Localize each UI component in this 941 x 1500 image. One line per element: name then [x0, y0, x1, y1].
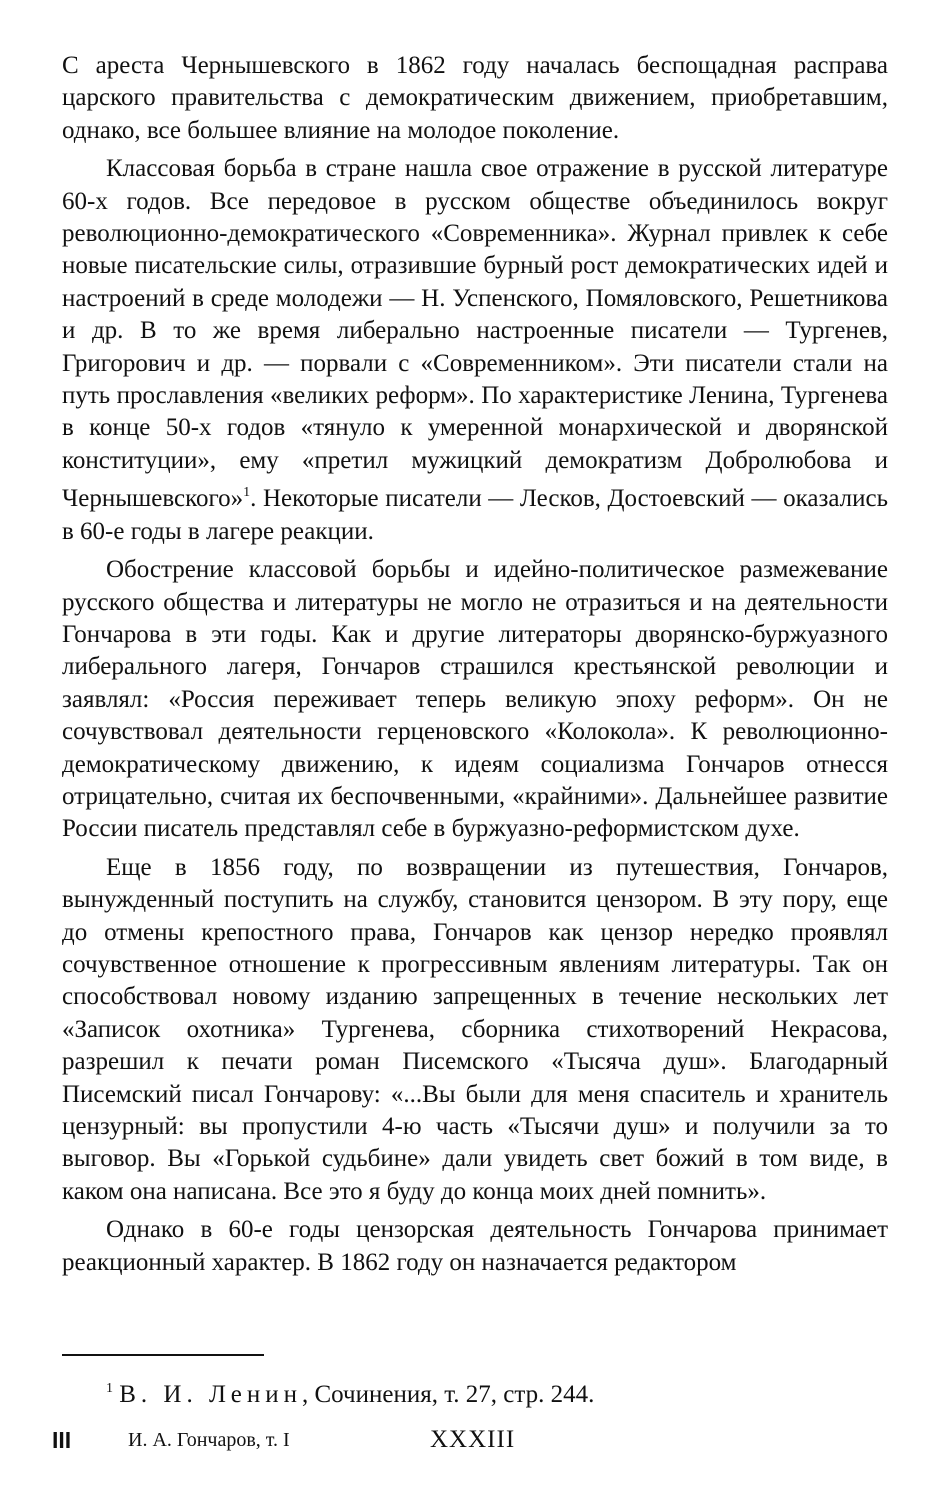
- paragraph-2: [62, 153, 888, 548]
- footnote-author: В. И. Ленин: [119, 1381, 302, 1408]
- footnote-divider: [62, 1354, 264, 1356]
- footnote-source: , Сочинения, т. 27, стр. 244.: [302, 1381, 595, 1408]
- footnote-marker: 1: [106, 1381, 113, 1396]
- page-body: [62, 50, 888, 1279]
- paragraph-4: Еще в 1856 году, по возвращении из путешествия, Гончаров, вынужденный поступить на службу, становится цензором. В эту пору, еще до отмены крепостного права, Гончаров как цензор нередко проявлял сочувственное отношение к прогрессивным явлениям литературы. Так он способствовал новому изданию запрещенных в течение нескольких лет «Записок охотника» Тургенева, сборника стихотворений Некрасова, разрешил к печати роман Писемского «Тысяча душ». Благодарный Писемский писал Гончарову: «...Вы были для меня спаситель и хранитель цензурный: вы пропустили 4-ю часть «Тысячи душ» и получили за то выговор. Вы «Горькой судьбине» дали увидеть свет божий в том виде, в каком она написана. Все это я буду до конца моих дней помнить».: [62, 853, 888, 1205]
- signature-text: И. А. Гончаров, т. I: [128, 1429, 290, 1451]
- footnote-ref: 1: [243, 485, 251, 501]
- paragraph-2-text: Классовая борьба в стране нашла свое отражение в русской литературе 60-х годов. Все передовое в русском обществе объединилось вокруг революционно-демократического «Современника». Журнал привлек к себе новые писательские силы, отразившие бурный рост демократических идей и настроений в среде молодежи — Н. Успенского, Помяловского, Решетникова и др. В то же время либерально настроенные писатели — Тургенев, Григорович и др. — порвали с «Современником». Эти писатели стали на путь прославления «великих реформ». По характеристике Ленина, Тургенева в конце 50-х годов «тянуло к умеренной монархической и дворянской конституции», ему «претил мужицкий демократизм Добролюбова и Чернышевского»: [62, 155, 888, 513]
- paragraph-1: С ареста Чернышевского в 1862 году началась беспощадная расправа царского правительства с демократическим движением, приобретавшим, однако, все большее влияние на молодое поколение.: [62, 52, 888, 144]
- sheet-number: XXXIII: [430, 1426, 516, 1453]
- signature-mark: III: [52, 1427, 72, 1453]
- footnote: [106, 1374, 594, 1410]
- paragraph-2-tail: . Некоторые писатели — Лесков, Достоевский — оказались в 60-е годы в лагере реакции.: [62, 485, 888, 545]
- paragraph-5: Однако в 60-е годы цензорская деятельность Гончарова принимает реакционный характер. В 1862 году он назначается редактором: [62, 1216, 888, 1276]
- paragraph-3: Обострение классовой борьбы и идейно-политическое размежевание русского общества и литературы не могло не отразиться и на деятельности Гончарова в эти годы. Как и другие литераторы дворянско-буржуазного либерального лагеря, Гончаров страшился крестьянской революции и заявлял: «Россия переживает теперь великую эпоху реформ». Он не сочувствовал деятельности герценовского «Колокола». К революционно-демократическому движению, к идеям социализма Гончаров отнесся отрицательно, считая их беспочвенными, «крайними». Дальнейшее развитие России писатель представлял себе в буржуазно-реформистском духе.: [62, 556, 888, 843]
